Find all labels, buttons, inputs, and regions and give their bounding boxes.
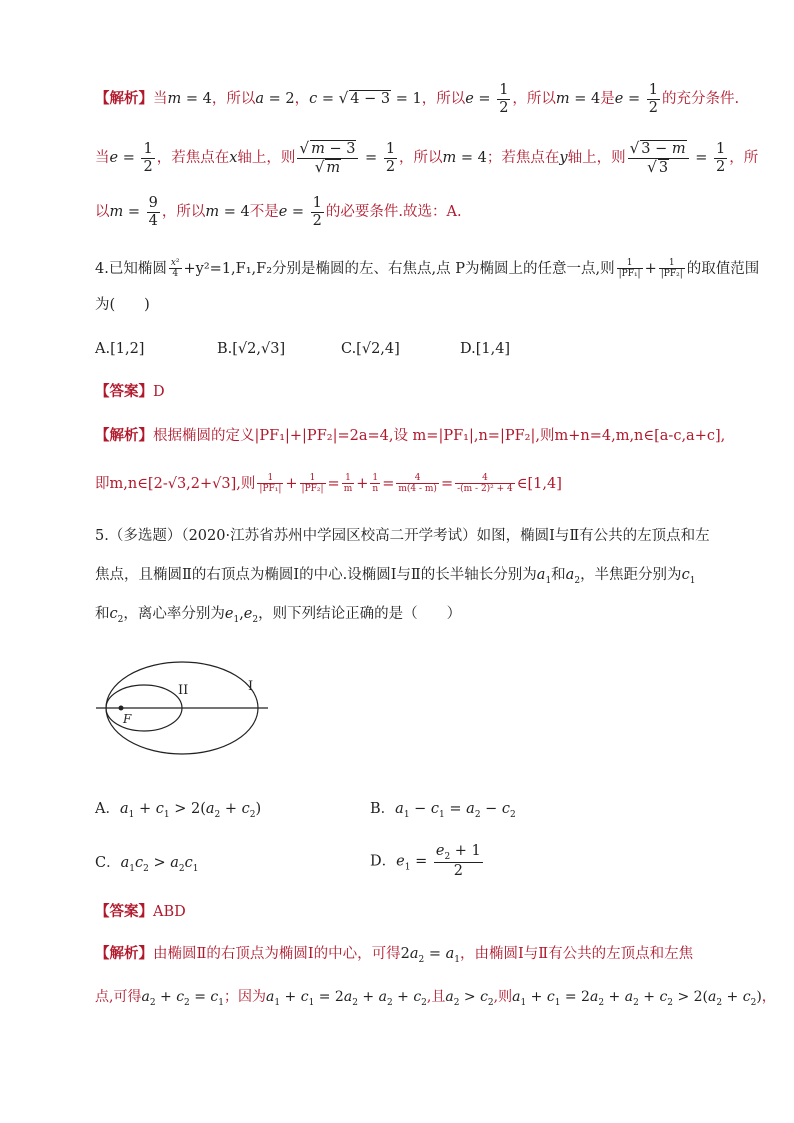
- q4-stem-line-2: 为( ): [95, 297, 150, 313]
- q4-answer: 【答案】D: [95, 383, 165, 400]
- ellipse-figure: [90, 652, 290, 772]
- label-ellipse-big: I: [248, 679, 254, 694]
- q5-analysis-line-2: 点,可得$a_2 + c_2 = c_1$；因为$a_1 + c_1 = 2a_2 + a_2 + c_2$,且$a_2 > c_2$,则$a_1 + c_1 = 2a_2 + a_2 + c_2 > 2(a_2 + c_2)$，: [95, 989, 776, 1008]
- q5-answer: 【答案】ABD: [95, 903, 186, 920]
- q5-option-c: C．$a_1c_2 > a_2c_1$: [95, 855, 199, 874]
- analysis-tag: 【解析】: [95, 90, 153, 108]
- focus-point: [119, 706, 124, 711]
- q5-stem-line-2: 焦点，且椭圆Ⅱ的右顶点为椭圆Ⅰ的中心.设椭圆Ⅰ与Ⅱ的长半轴长分别为$a_1$和$a_2$，半焦距分别为$c_1$: [95, 567, 696, 586]
- q4-option-c: C.[√2,4]: [341, 341, 400, 357]
- q4-stem-line-1: 4.已知椭圆 $\frac{\text{x²}}{4}$ +y²=1,F₁,F₂分别是椭圆的左、右焦点,点 P为椭圆上的任意一点,则 $\frac{1}{\text{|PF₁|}}$ + $\frac{1}{\text{|PF₂|}}$ 的取值范围: [95, 258, 760, 280]
- label-ellipse-small: II: [178, 683, 189, 698]
- q4-analysis-line-2: 即m,n∈[2-√3,2+√3],则 $\frac{1}{\text{|PF₁|}}$ + $\frac{1}{\text{|PF₂|}}$ = $\frac{1}{m}$ + $\frac{1}{n}$ = $\frac{4}{m(4 - m)}$ = $\frac{4}{\text{-(m - 2)² + 4}}$ ∈[1,4]: [95, 473, 562, 495]
- q3-analysis-line-1: 【解析】当m = 4，所以a = 2，c = √ 4 − 3 = 1，所以e = $\frac{1}{2}$ ，所以m = 4是e = $\frac{1}{2}$ 的充分条件.: [95, 82, 740, 116]
- q5-stem-line-1: 5.（多选题）（2020·江苏省苏州中学园区校高二开学考试）如图，椭圆Ⅰ与Ⅱ有公共的左顶点和左: [95, 528, 710, 544]
- q3-analysis-line-2: 当e = $\frac{1}{2}$ ，若焦点在x轴上，则 $\frac{√ m - 3}{√ m}$ = $\frac{1}{2}$ ，所以m = 4；若焦点在y轴上，则 $\frac{√ 3 - m}{√ 3}$ = $\frac{1}{2}$ ，所: [95, 139, 759, 176]
- q3-analysis-line-3: 以m = $\frac{9}{4}$ ，所以m = 4不是e = $\frac{1}{2}$ 的必要条件.故选：A.: [95, 195, 462, 229]
- label-focus: F: [123, 712, 132, 726]
- q4-option-a: A.[1,2]: [95, 341, 145, 357]
- q5-option-b: B．$a_1 - c_1 = a_2 - c_2$: [370, 801, 516, 820]
- q5-analysis-line-1: 【解析】由椭圆Ⅱ的右顶点为椭圆Ⅰ的中心，可得$2a_2 = a_1$，由椭圆Ⅰ与Ⅱ有公共的左顶点和左焦: [95, 945, 694, 965]
- q5-option-d: D．$e_1$ = $\frac{e_2 + 1}{2}$: [370, 843, 481, 880]
- q4-option-b: B.[√2,√3]: [217, 341, 286, 357]
- q5-option-a: A．$a_1 + c_1 > 2(a_2 + c_2)$: [95, 801, 262, 820]
- q5-stem-line-3: 和$c_2$，离心率分别为$e_1,e_2$，则下列结论正确的是（ ）: [95, 606, 462, 625]
- q4-analysis-line-1: 【解析】根据椭圆的定义|PF₁|+|PF₂|=2a=4,设 m=|PF₁|,n=|PF₂|,则m+n=4,m,n∈[a-c,a+c],: [95, 427, 726, 444]
- q4-option-d: D.[1,4]: [460, 341, 511, 357]
